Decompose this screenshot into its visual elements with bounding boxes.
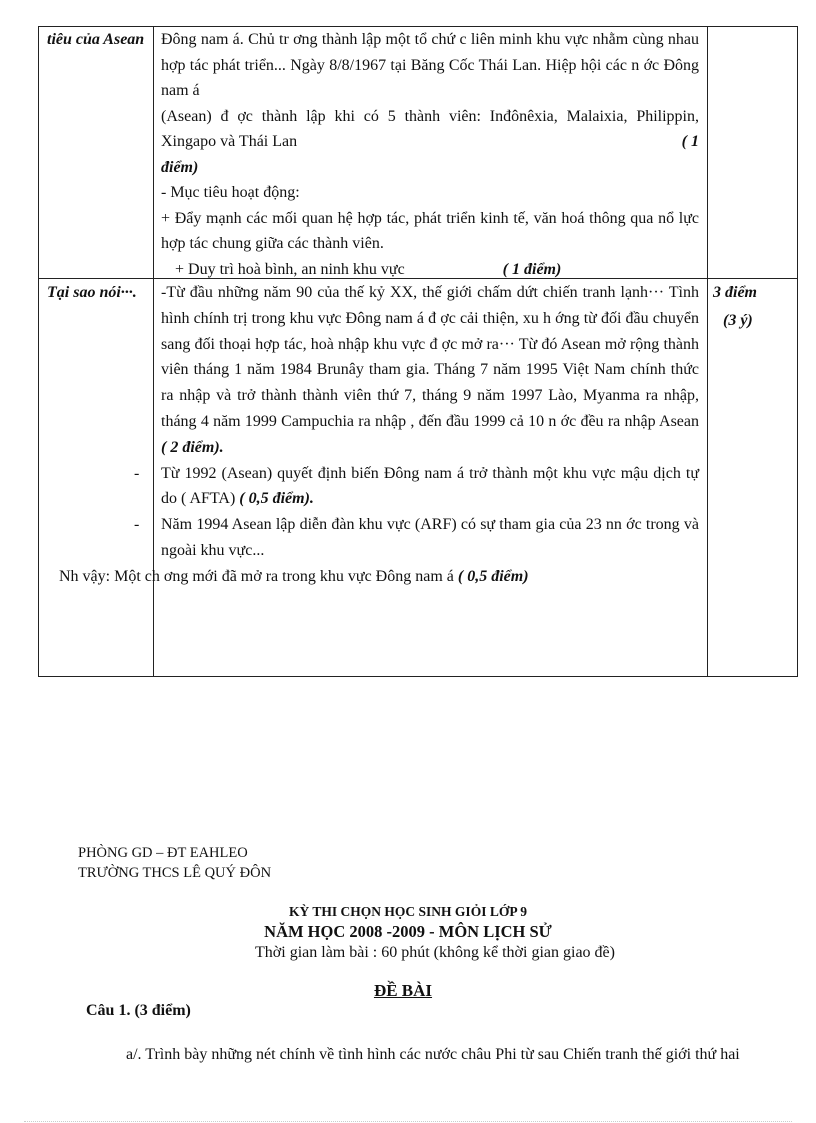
row2-para1-text: -Từ đầu những năm 90 của thế kỷ XX, thế giới chấm dứt chiến tranh lạnh··· Tình hình chính trị trong khu vực Đông nam á đ ợc cải thiện, xu h ớng từ đối đầu chuyển sang đối thoại hợp tác, hoà nhập khu vực đ ợc mở ra··· Từ đó Asean mở rộng thành viên tháng 1 năm 1984 Brunây tham gia. Tháng 7 năm 1995 Việt Nam chính thức ra nhập và trở thành thành viên thứ 7, tháng 9 năm 1997 Lào, Myanma ra nhập, tháng 4 năm 1999 Campuchia ra nhập , đến đầu 1999 cả 10 n ớc đều ra nhập Asean (161, 284, 699, 430)
row1-goal-2-line (161, 257, 699, 283)
row1-para1: Đông nam á. Chủ tr ơng thành lập một tổ chứ c liên minh khu vực nhằm cùng nhau hợp tác phát triển... Ngày 8/8/1967 tại Băng Cốc Thái Lan. Hiệp hội các n ớc Đông nam á (161, 31, 699, 99)
row1-goal-1: + Đẩy mạnh các mối quan hệ hợp tác, phát triển kinh tế, văn hoá thông qua nổ lực hợp tác chung giữa các thành viên. (161, 209, 699, 252)
question-1a: a/. Trình bày những nét chính về tình hình các nước châu Phi từ sau Chiến tranh thế giới thứ hai (126, 1046, 740, 1063)
row2-bullet1-text: Từ 1992 (Asean) quyết định biến Đông nam á trở thành một khu vực mậu dịch tự do ( AFTA) (161, 464, 699, 508)
row2-bullet1 (134, 461, 699, 513)
row1-score-b: ( 1 điểm) (502, 260, 562, 278)
row2-bullet2-text: Năm 1994 Asean lập diễn đàn khu vực (ARF) có sự tham gia của 23 nn ớc trong và ngoài khu vực... (161, 516, 699, 559)
dash-marker: - (134, 516, 140, 534)
row2-score1: ( 2 điểm). (161, 438, 224, 456)
exam-time: Thời gian làm bài : 60 phút (không kể thời gian giao đề) (255, 944, 615, 961)
question-1-title: Câu 1. (3 điểm) (86, 1002, 191, 1019)
exam-subtitle: NĂM HỌC 2008 -2009 - MÔN LỊCH SỬ (264, 922, 552, 941)
row2-points-note: (3 ý) (723, 312, 753, 329)
row2-closing-text: Nh vậy: Một ch ơng mới đã mở ra trong khu vực Đông nam á (59, 567, 454, 585)
school-name: TRƯỜNG THCS LÊ QUÝ ĐÔN (78, 865, 272, 881)
row1-score-a-part1: ( 1 (681, 133, 699, 150)
row2-points: 3 điểm (713, 284, 757, 301)
row2-closing (49, 564, 699, 590)
school-header (78, 843, 271, 883)
row1-goal-2: + Duy trì hoà bình, an ninh khu vực (175, 260, 405, 278)
row2-para1 (161, 280, 699, 461)
row2-label: Tại sao nói···. (47, 284, 137, 301)
row1-content (161, 27, 699, 282)
row1-score-a: điểm) (161, 158, 199, 176)
exam-heading: ĐỀ BÀI (373, 981, 433, 1000)
row1-para2-text: (Asean) đ ợc thành lập khi có 5 thành viên: Inđônêxia, Malaixia, Philippin, Xingapo và Thái Lan (161, 107, 699, 150)
dash-marker: - (134, 464, 140, 482)
row2-score2: ( 0,5 điểm). (239, 490, 314, 508)
row2-score3: ( 0,5 điểm) (457, 567, 529, 585)
page-break (24, 1121, 792, 1122)
row1-goal-title: - Mục tiêu hoạt động: (161, 184, 300, 201)
row1-para2 (161, 104, 699, 155)
answer-table (38, 26, 798, 677)
row2-bullet2 (134, 512, 699, 564)
exam-title: KỲ THI CHỌN HỌC SINH GIỎI LỚP 9 (289, 904, 527, 919)
dept-name: PHÒNG GD – ĐT EAHLEO (78, 845, 248, 861)
row1-label: tiêu của Asean (47, 31, 145, 48)
column-divider (707, 27, 708, 676)
